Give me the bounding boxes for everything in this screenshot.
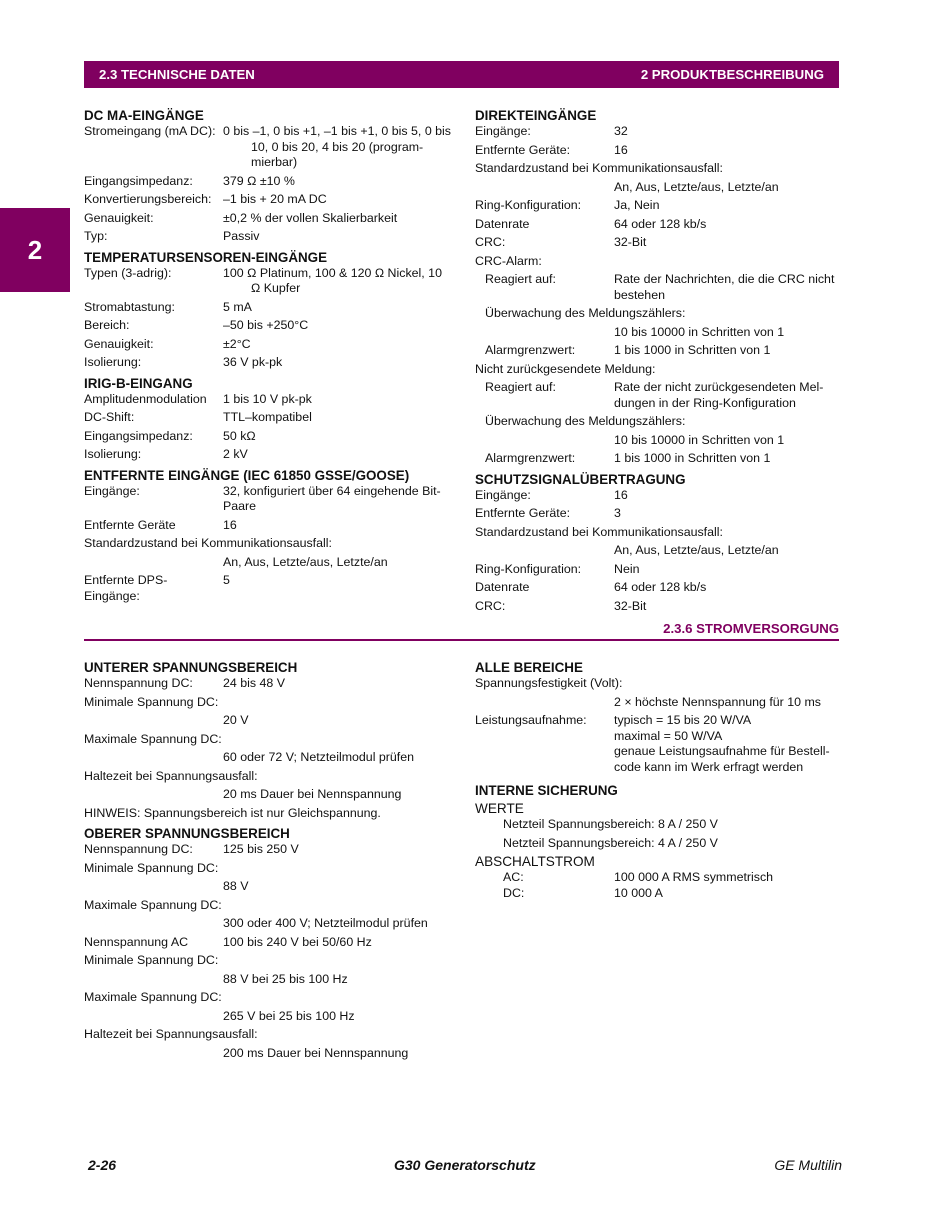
spec-row: Datenrate 64 oder 128 kb/s [475, 216, 707, 231]
spec-label-full: Haltezeit bei Spannungsausfall: [84, 768, 258, 783]
spec-row: Leistungsaufnahme: typisch = 15 bis 20 W/VA maximal = 50 W/VA genaue Leistungsaufnahme für Bestell-code kann im Werk erfragt werden [475, 713, 830, 774]
left-top-column [84, 108, 454, 607]
spec-label-full: Spannungsfestigkeit (Volt): [475, 676, 623, 690]
spec-value-cont: 20 V [223, 713, 249, 727]
spec-label-full: Standardzustand bei Kommunikationsausfall: [84, 536, 332, 550]
spec-label-full: Überwachung des Meldungszählers: [485, 414, 686, 428]
spec-row: Entfernte Geräte: 3 [475, 506, 621, 520]
spec-row: Stromabtastung: 5 mA [84, 299, 252, 314]
brand-name: GE Multilin [774, 1157, 842, 1173]
spec-row: Nennspannung AC 100 bis 240 V bei 50/60 Hz [84, 934, 372, 949]
spec-row: AC: 100 000 A RMS symmetrisch [503, 870, 774, 884]
spec-value-cont: 88 V bei 25 bis 100 Hz [223, 971, 348, 986]
spec-row: Eingänge: 32, konfiguriert über 64 eingehende Bit-Paare [84, 483, 441, 513]
fuse-rating: Netzteil Spannungsbereich: 8 A / 250 V [503, 817, 718, 831]
spec-value-cont: An, Aus, Letzte/aus, Letzte/an [614, 543, 779, 557]
right-bottom-column [475, 660, 845, 904]
lower-range-title: UNTERER SPANNUNGSBEREICH [84, 660, 298, 675]
protection-signal-title: SCHUTZSIGNALÜBERTRAGUNG [475, 471, 686, 487]
spec-row: Konvertierungsbereich: –1 bis + 20 mA DC [84, 192, 327, 206]
spec-row: Nennspannung DC: 125 bis 250 V [84, 842, 299, 856]
upper-range-title: OBERER SPANNUNGSBEREICH [84, 826, 290, 841]
spec-row: Eingangsimpedanz: 379 Ω ±10 % [84, 173, 295, 188]
section-rule [84, 620, 839, 641]
product-name: G30 Generatorschutz [394, 1157, 536, 1173]
fuse-rating: Netzteil Spannungsbereich: 4 A / 250 V [503, 835, 718, 850]
spec-row: Isolierung: 36 V pk-pk [84, 355, 283, 369]
temp-title: TEMPERATURSENSOREN-EINGÄNGE [84, 249, 328, 265]
chapter-tab: 2 [0, 208, 70, 292]
spec-row: Eingangsimpedanz: 50 kΩ [84, 428, 256, 443]
spec-row: DC: 10 000 A [503, 885, 663, 900]
spec-value-cont: 200 ms Dauer bei Nennspannung [223, 1045, 409, 1060]
section-header: 2.3 TECHNISCHE DATEN [99, 67, 255, 82]
spec-label-full: Minimale Spannung DC: [84, 694, 219, 709]
spec-row: Reagiert auf: Rate der Nachrichten, die die CRC nicht bestehen [485, 272, 835, 302]
spec-value-cont: 265 V bei 25 bis 100 Hz [223, 1008, 355, 1023]
spec-row: Datenrate 64 oder 128 kb/s [475, 580, 707, 594]
spec-row: Entfernte Geräte 16 [84, 517, 237, 532]
spec-row: Eingänge: 16 [475, 487, 628, 502]
note-text: HINWEIS: Spannungsbereich ist nur Gleichspannung. [84, 805, 381, 820]
spec-row: Stromeingang (mA DC): 0 bis –1, 0 bis +1, –1 bis +1, 0 bis 5, 0 bis 10, 0 bis 20, 4 bis 20 (program-mierbar) [84, 124, 451, 169]
dc-ma-title: DC MA-EINGÄNGE [84, 108, 204, 123]
remote-inputs-title: ENTFERNTE EINGÄNGE (IEC 61850 GSSE/GOOSE) [84, 467, 410, 483]
spec-row: CRC: 32-Bit [475, 235, 647, 249]
internal-fuse-title: INTERNE SICHERUNG [475, 783, 618, 798]
spec-row: Isolierung: 2 kV [84, 447, 248, 461]
spec-label-full: Standardzustand bei Kommunikationsausfall: [475, 161, 723, 175]
spec-value-cont: 300 oder 400 V; Netzteilmodul prüfen [223, 916, 428, 930]
spec-row: Alarmgrenzwert: 1 bis 1000 in Schritten von 1 [485, 451, 771, 465]
spec-value-cont: An, Aus, Letzte/aus, Letzte/an [223, 554, 388, 569]
spec-row: Typ: Passiv [84, 229, 260, 243]
spec-row: Genauigkeit: ±0,2 % der vollen Skalierbarkeit [84, 210, 398, 225]
spec-value-cont: An, Aus, Letzte/aus, Letzte/an [614, 179, 779, 194]
spec-row: Eingänge: 32 [475, 124, 628, 138]
spec-label-full: Maximale Spannung DC: [84, 731, 222, 746]
spec-label-full: Maximale Spannung DC: [84, 990, 222, 1004]
section-rule-title: 2.3.6 STROMVERSORGUNG [663, 621, 839, 636]
spec-row: Entfernte Geräte: 16 [475, 142, 628, 157]
spec-row: CRC: 32-Bit [475, 598, 647, 613]
spec-label-full: Maximale Spannung DC: [84, 897, 222, 912]
spec-row: Bereich: –50 bis +250°C [84, 318, 309, 332]
spec-value-cont: 2 × höchste Nennspannung für 10 ms [614, 694, 821, 709]
ratings-subhead: WERTE [475, 801, 524, 816]
breaking-current-subhead: ABSCHALTSTROM [475, 854, 595, 869]
right-top-column [475, 108, 845, 617]
spec-label-full: Überwachung des Meldungszählers: [485, 306, 686, 320]
spec-label-full: CRC-Alarm: [475, 253, 542, 268]
spec-row: Entfernte DPS-Eingänge: 5 [84, 573, 230, 603]
header-bar [84, 61, 839, 88]
direct-inputs-title: DIREKTEINGÄNGE [475, 108, 597, 123]
chapter-header: 2 PRODUKTBESCHREIBUNG [640, 67, 824, 82]
spec-row: Reagiert auf: Rate der nicht zurückgesendeten Mel-dungen in der Ring-Konfiguration [485, 380, 824, 410]
spec-label-full: Nicht zurückgesendete Meldung: [475, 361, 656, 376]
all-ranges-title: ALLE BEREICHE [475, 660, 583, 675]
spec-label-full: Minimale Spannung DC: [84, 860, 219, 875]
page-number: 2-26 [88, 1157, 117, 1173]
spec-label-full: Haltezeit bei Spannungsausfall: [84, 1027, 258, 1041]
spec-value-cont: 60 oder 72 V; Netzteilmodul prüfen [223, 750, 415, 764]
irig-title: IRIG-B-EINGANG [84, 375, 193, 391]
left-bottom-column [84, 660, 454, 1064]
spec-label-full: Standardzustand bei Kommunikationsausfall: [475, 524, 723, 539]
spec-value-cont: 20 ms Dauer bei Nennspannung [223, 787, 402, 801]
spec-row: Ring-Konfiguration: Ja, Nein [475, 198, 660, 212]
spec-row: Alarmgrenzwert: 1 bis 1000 in Schritten von 1 [485, 343, 771, 357]
spec-row: Ring-Konfiguration: Nein [475, 561, 640, 576]
spec-row: DC-Shift: TTL–kompatibel [84, 410, 312, 424]
spec-value-cont: 10 bis 10000 in Schritten von 1 [614, 324, 785, 339]
spec-row: Amplitudenmodulation 1 bis 10 V pk-pk [84, 391, 312, 406]
spec-row: Typen (3-adrig): 100 Ω Platinum, 100 & 120 Ω Nickel, 10 Ω Kupfer [84, 265, 442, 295]
spec-value-cont: 88 V [223, 879, 249, 893]
spec-label-full: Minimale Spannung DC: [84, 953, 219, 967]
spec-value-cont: 10 bis 10000 in Schritten von 1 [614, 432, 785, 447]
spec-row: Nennspannung DC: 24 bis 48 V [84, 676, 285, 690]
spec-row: Genauigkeit: ±2°C [84, 336, 251, 351]
